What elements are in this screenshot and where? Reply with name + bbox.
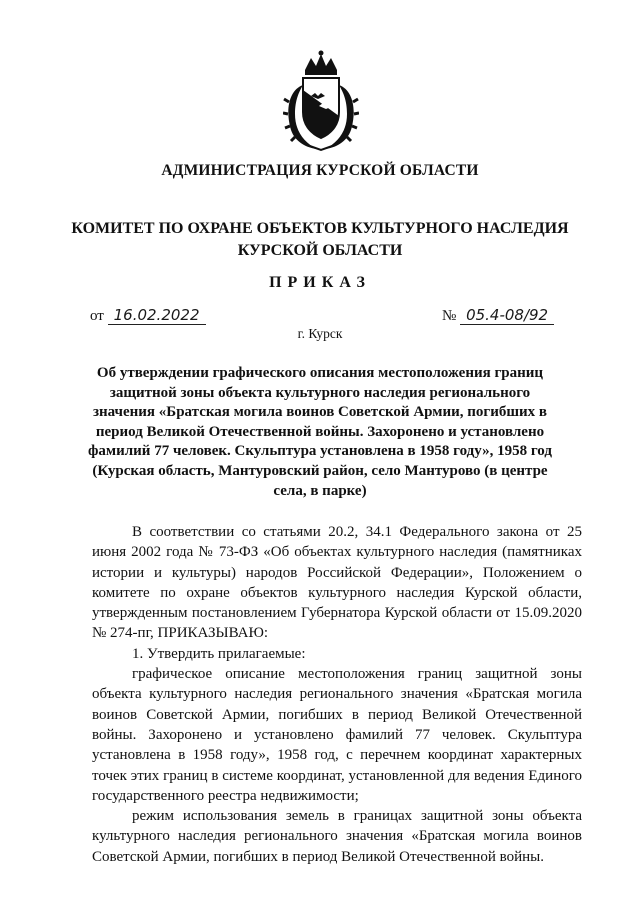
order-title: Об утверждении графического описания местоположения границ защитной зоны объекта культурного наследия регионального значения «Братская могила воинов Советской Армии, погибших в период Великой Отечественной войны. Захоронено и установлено фамилий 77 человек. Скульптура установлена в 1958 году», 1958 год (Курская область, Мантуровский район, село Мантурово (в центре села, в парке) [88, 365, 552, 499]
body-paragraph-land-use-regime: режим использования земель в границах защитной зоны объекта культурного наследия регионального значения «Братская могила воинов Советской Армии, погибших в период Великой Отечественной войны. [92, 808, 582, 865]
administration-heading: АДМИНИСТРАЦИЯ КУРСКОЙ ОБЛАСТИ [161, 162, 479, 179]
date-prefix: от [90, 308, 104, 324]
body-paragraph-item-1: 1. Утвердить прилагаемые: [132, 645, 306, 662]
order-heading: ПРИКАЗ [269, 274, 371, 291]
committee-heading [0, 218, 640, 262]
number-prefix: № [442, 308, 457, 324]
order-number [442, 306, 554, 325]
order-date [90, 306, 206, 325]
body-paragraph-graphic-description: графическое описание местоположения границ защитной зоны объекта культурного наследия регионального значения «Братская могила воинов Советской Армии, погибших в период Великой Отечественной войны. Захоронено и установлено фамилий 77 человек. Скульптура установлена в 1958 году», 1958 год, с перечнем координат характерных точек этих границ в системе координат, установленной для ведения Единого государственного реестра недвижимости; [92, 666, 582, 804]
committee-heading-line2: КУРСКОЙ ОБЛАСТИ [237, 242, 403, 259]
handwritten-date: 16.02.2022 [108, 306, 206, 325]
city-label: г. Курск [297, 326, 343, 341]
committee-heading-line1: КОМИТЕТ ПО ОХРАНЕ ОБЪЕКТОВ КУЛЬТУРНОГО НАСЛЕДИЯ [71, 220, 569, 237]
coat-of-arms-emblem [283, 50, 359, 152]
order-body [92, 522, 582, 867]
handwritten-number: 05.4-08/92 [460, 306, 554, 325]
body-paragraph-legal-basis: В соответствии со статьями 20.2, 34.1 Федерального закона от 25 июня 2002 года № 73-ФЗ «Об объектах культурного наследия (памятниках истории и культуры) народов Российской Федерации», Положением о комитете по охране объектов культурного наследия Курской области, утвержденным постановлением Губернатора Курской области от 15.09.2020 № 274-пг, ПРИКАЗЫВАЮ: [92, 524, 582, 642]
